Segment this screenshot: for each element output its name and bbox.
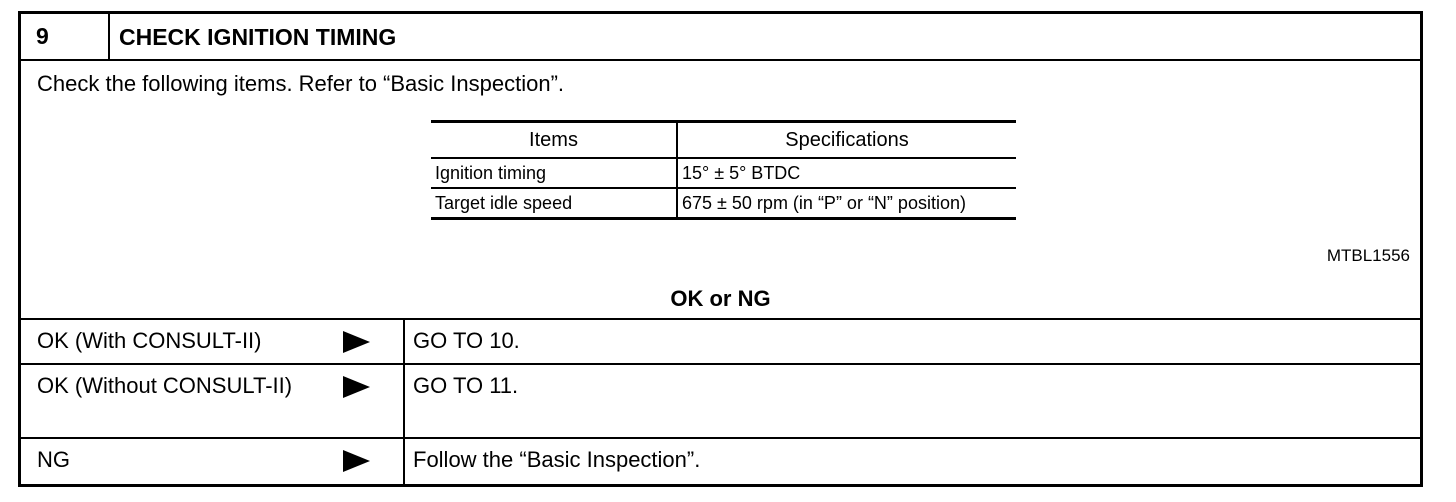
outcome-condition: OK (Without CONSULT-II) — [37, 373, 293, 398]
intro-text: Check the following items. Refer to “Basic Inspection”. — [37, 71, 565, 96]
right-triangle-arrow-icon — [343, 376, 370, 398]
spec-value: 675 ± 50 rpm (in “P” or “N” position) — [677, 188, 1016, 219]
right-triangle-arrow-icon — [343, 450, 370, 472]
spec-value: 15° ± 5° BTDC — [677, 158, 1016, 188]
outcome-action: GO TO 10. — [413, 328, 520, 353]
step-body — [21, 61, 1420, 320]
spec-table — [431, 120, 1016, 220]
outcome-action: GO TO 11. — [413, 373, 519, 398]
step-header — [21, 14, 1420, 61]
table-row — [431, 188, 1016, 219]
column-divider — [403, 365, 405, 437]
step-number: 9 — [21, 14, 110, 59]
figure-code: MTBL1556 — [1326, 246, 1410, 265]
outcome-condition: OK (With CONSULT-II) — [37, 328, 262, 353]
outcome-row-ok-no-consult — [21, 365, 1420, 439]
table-row — [431, 158, 1016, 188]
result-label: OK or NG — [670, 286, 771, 311]
outcome-row-ng — [21, 439, 1420, 484]
column-divider — [403, 320, 405, 363]
column-header-items: Items — [431, 122, 677, 159]
spec-item: Target idle speed — [431, 188, 677, 219]
column-header-specifications: Specifications — [677, 122, 1016, 159]
spec-table-header — [431, 122, 1016, 159]
column-divider — [403, 439, 405, 484]
step-title: CHECK IGNITION TIMING — [119, 24, 397, 50]
step-frame — [18, 11, 1423, 487]
outcome-row-ok-consult — [21, 320, 1420, 365]
spec-item: Ignition timing — [431, 158, 677, 188]
outcome-condition: NG — [37, 447, 70, 472]
outcome-action: Follow the “Basic Inspection”. — [413, 447, 701, 472]
right-triangle-arrow-icon — [343, 331, 370, 353]
